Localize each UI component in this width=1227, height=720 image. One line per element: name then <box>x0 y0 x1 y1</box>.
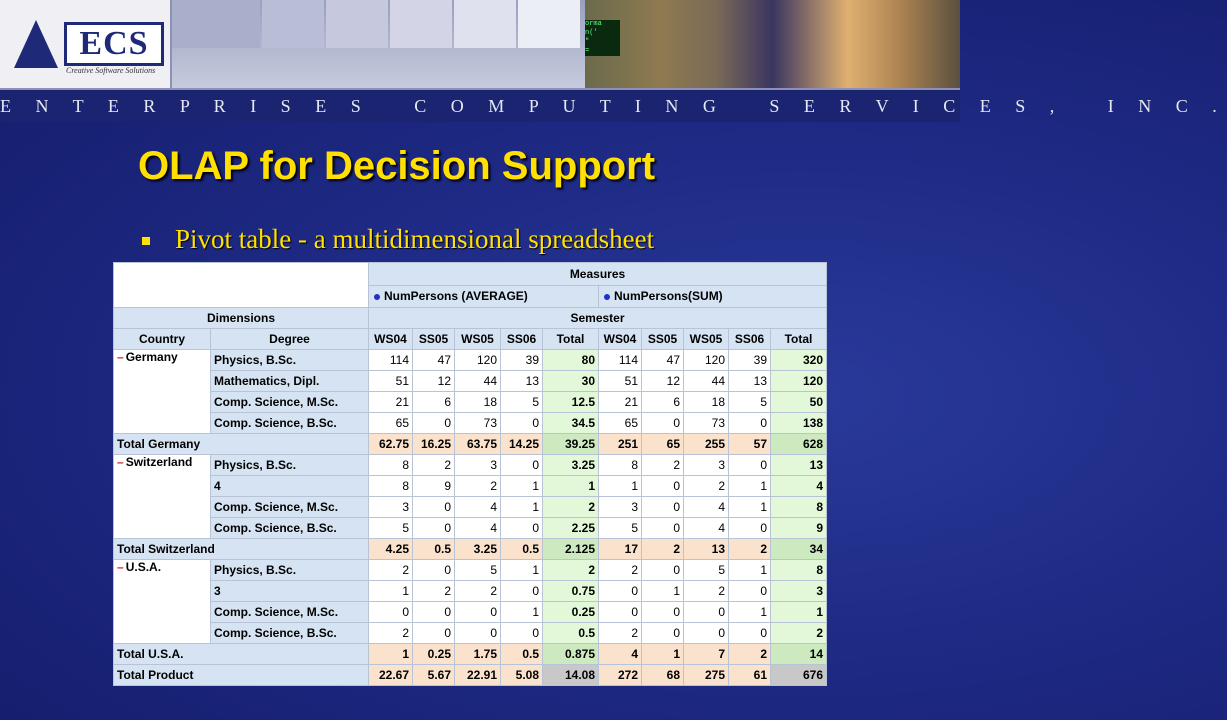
table-row <box>114 392 827 413</box>
subtotal-label: Total U.S.A. <box>114 644 369 665</box>
sum-value-cell: 2 <box>771 623 827 644</box>
avg-value-cell: 65 <box>369 413 413 434</box>
subtotal-avg-cell: 0.25 <box>413 644 455 665</box>
avg-value-cell: 0 <box>413 560 455 581</box>
subtotal-avg-cell: 0.5 <box>501 539 543 560</box>
avg-value-cell: 30 <box>543 371 599 392</box>
subtotal-avg-cell: 16.25 <box>413 434 455 455</box>
avg-value-cell: 1 <box>501 476 543 497</box>
header-square <box>326 0 388 48</box>
header-square <box>170 0 260 48</box>
sum-value-cell: 12 <box>642 371 684 392</box>
avg-value-cell: 12 <box>413 371 455 392</box>
avg-value-cell: 6 <box>413 392 455 413</box>
avg-value-cell: 0.25 <box>543 602 599 623</box>
sum-value-cell: 0 <box>729 455 771 476</box>
sum-value-cell: 0 <box>729 413 771 434</box>
avg-value-cell: 120 <box>455 350 501 371</box>
table-row <box>114 518 827 539</box>
subtotal-avg-cell: 4.25 <box>369 539 413 560</box>
slide-title: OLAP for Decision Support <box>138 144 656 188</box>
table-row <box>114 350 827 371</box>
subtotal-avg-cell: 1 <box>369 644 413 665</box>
sum-value-cell: 0 <box>642 413 684 434</box>
degree-cell: Comp. Science, M.Sc. <box>211 392 369 413</box>
avg-value-cell: 0 <box>413 602 455 623</box>
avg-value-cell: 0 <box>413 623 455 644</box>
sum-value-cell: 39 <box>729 350 771 371</box>
sum-value-cell: 0 <box>642 602 684 623</box>
table-row <box>114 455 827 476</box>
subtotal-sum-cell: 2 <box>729 644 771 665</box>
subtotal-avg-cell: 39.25 <box>543 434 599 455</box>
avg-value-cell: 13 <box>501 371 543 392</box>
sum-value-cell: 114 <box>599 350 642 371</box>
semester-column-header[interactable]: WS04 <box>599 329 642 350</box>
avg-value-cell: 18 <box>455 392 501 413</box>
subtotal-avg-cell: 0.875 <box>543 644 599 665</box>
header-photo <box>585 0 960 88</box>
sum-value-cell: 2 <box>642 455 684 476</box>
avg-value-cell: 34.5 <box>543 413 599 434</box>
table-row <box>114 560 827 581</box>
avg-value-cell: 1 <box>501 560 543 581</box>
sum-value-cell: 13 <box>771 455 827 476</box>
degree-cell: Physics, B.Sc. <box>211 560 369 581</box>
degree-cell: 4 <box>211 476 369 497</box>
degree-cell: Comp. Science, M.Sc. <box>211 497 369 518</box>
subtotal-row <box>114 539 827 560</box>
avg-value-cell: 12.5 <box>543 392 599 413</box>
subtotal-sum-cell: 17 <box>599 539 642 560</box>
country-column-header[interactable]: Country <box>114 329 211 350</box>
sum-value-cell: 0 <box>684 623 729 644</box>
country-label: U.S.A. <box>125 560 162 574</box>
avg-value-cell: 0 <box>455 623 501 644</box>
avg-value-cell: 0 <box>455 602 501 623</box>
measures-header: Measures <box>369 263 827 286</box>
collapse-minus-icon[interactable]: – <box>117 350 124 364</box>
sum-value-cell: 0 <box>642 476 684 497</box>
subtotal-avg-cell: 14.25 <box>501 434 543 455</box>
measure-avg-header[interactable] <box>369 285 599 308</box>
subtotal-avg-cell: 0.5 <box>501 644 543 665</box>
avg-value-cell: 51 <box>369 371 413 392</box>
avg-value-cell: 5 <box>501 392 543 413</box>
sum-value-cell: 0 <box>642 623 684 644</box>
avg-value-cell: 4 <box>455 518 501 539</box>
avg-value-cell: 0 <box>501 413 543 434</box>
avg-value-cell: 0 <box>501 518 543 539</box>
degree-cell: 3 <box>211 581 369 602</box>
bullet-text: Pivot table - a multidimensional spreadsheet <box>175 224 655 254</box>
avg-value-cell: 5 <box>369 518 413 539</box>
subtotal-avg-cell: 1.75 <box>455 644 501 665</box>
subtotal-row <box>114 644 827 665</box>
sum-value-cell: 8 <box>771 560 827 581</box>
subtotal-avg-cell: 3.25 <box>455 539 501 560</box>
sum-value-cell: 1 <box>729 560 771 581</box>
avg-value-cell: 1 <box>543 476 599 497</box>
country-label: Switzerland <box>125 455 193 469</box>
grand-total-avg-cell: 5.67 <box>413 665 455 686</box>
measure-dot-icon <box>374 294 380 300</box>
semester-column-header[interactable]: WS05 <box>455 329 501 350</box>
subtotal-sum-cell: 57 <box>729 434 771 455</box>
avg-value-cell: 0.5 <box>543 623 599 644</box>
sum-value-cell: 138 <box>771 413 827 434</box>
avg-value-cell: 0 <box>501 455 543 476</box>
avg-value-cell: 2 <box>455 581 501 602</box>
avg-value-cell: 0 <box>369 602 413 623</box>
semester-column-header[interactable]: SS05 <box>413 329 455 350</box>
collapse-minus-icon[interactable]: – <box>117 560 124 574</box>
logo-triangle-icon <box>14 20 58 68</box>
sum-value-cell: 120 <box>771 371 827 392</box>
table-row <box>114 497 827 518</box>
photo-screen-text: orma n(' " = <box>585 20 620 56</box>
degree-cell: Physics, B.Sc. <box>211 455 369 476</box>
avg-value-cell: 1 <box>501 497 543 518</box>
avg-value-cell: 3.25 <box>543 455 599 476</box>
sum-value-cell: 4 <box>684 497 729 518</box>
subtotal-label: Total Germany <box>114 434 369 455</box>
sum-value-cell: 1 <box>729 497 771 518</box>
avg-value-cell: 2 <box>543 497 599 518</box>
sum-value-cell: 1 <box>642 581 684 602</box>
avg-value-cell: 39 <box>501 350 543 371</box>
grand-total-row <box>114 665 827 686</box>
grand-total-sum-cell: 272 <box>599 665 642 686</box>
logo-text: ECS <box>64 22 164 66</box>
sum-value-cell: 3 <box>684 455 729 476</box>
pivot-corner <box>114 263 369 308</box>
subtotal-avg-cell: 62.75 <box>369 434 413 455</box>
avg-value-cell: 1 <box>369 581 413 602</box>
subtotal-avg-cell: 2.125 <box>543 539 599 560</box>
avg-value-cell: 2 <box>543 560 599 581</box>
sum-value-cell: 4 <box>771 476 827 497</box>
table-row <box>114 581 827 602</box>
avg-value-cell: 3 <box>369 497 413 518</box>
avg-value-cell: 2 <box>413 455 455 476</box>
sum-value-cell: 51 <box>599 371 642 392</box>
grand-total-avg-cell: 22.67 <box>369 665 413 686</box>
avg-value-cell: 21 <box>369 392 413 413</box>
sum-value-cell: 1 <box>729 476 771 497</box>
grand-total-avg-cell: 5.08 <box>501 665 543 686</box>
sum-value-cell: 44 <box>684 371 729 392</box>
header-square <box>262 0 324 48</box>
measure-avg-label: NumPersons (AVERAGE) <box>384 289 528 304</box>
header-square <box>454 0 516 48</box>
header-square <box>518 0 580 48</box>
subtotal-label: Total Switzerland <box>114 539 369 560</box>
sum-value-cell: 18 <box>684 392 729 413</box>
table-row <box>114 413 827 434</box>
table-row <box>114 623 827 644</box>
sum-value-cell: 0 <box>599 581 642 602</box>
country-label: Germany <box>125 350 178 364</box>
subtotal-sum-cell: 1 <box>642 644 684 665</box>
avg-value-cell: 47 <box>413 350 455 371</box>
avg-value-cell: 0 <box>501 623 543 644</box>
sum-value-cell: 21 <box>599 392 642 413</box>
semester-column-header[interactable]: Total <box>771 329 827 350</box>
avg-value-cell: 9 <box>413 476 455 497</box>
avg-value-cell: 0.75 <box>543 581 599 602</box>
measure-dot-icon <box>604 294 610 300</box>
grand-total-sum-cell: 275 <box>684 665 729 686</box>
sum-value-cell: 13 <box>729 371 771 392</box>
subtotal-sum-cell: 2 <box>729 539 771 560</box>
sum-value-cell: 5 <box>684 560 729 581</box>
subtotal-sum-cell: 34 <box>771 539 827 560</box>
avg-value-cell: 44 <box>455 371 501 392</box>
avg-value-cell: 0 <box>413 518 455 539</box>
sum-value-cell: 9 <box>771 518 827 539</box>
semester-column-header[interactable]: SS06 <box>729 329 771 350</box>
avg-value-cell: 8 <box>369 476 413 497</box>
semester-column-header[interactable]: SS06 <box>501 329 543 350</box>
subtotal-sum-cell: 7 <box>684 644 729 665</box>
logo-tagline: Creative Software Solutions <box>66 66 156 75</box>
header-square <box>390 0 452 48</box>
grand-total-sum-cell: 676 <box>771 665 827 686</box>
sum-value-cell: 47 <box>642 350 684 371</box>
sum-value-cell: 2 <box>684 581 729 602</box>
avg-value-cell: 4 <box>455 497 501 518</box>
sum-value-cell: 73 <box>684 413 729 434</box>
avg-value-cell: 114 <box>369 350 413 371</box>
sum-value-cell: 0 <box>729 623 771 644</box>
sum-value-cell: 1 <box>599 476 642 497</box>
degree-cell: Comp. Science, B.Sc. <box>211 518 369 539</box>
avg-value-cell: 0 <box>413 497 455 518</box>
avg-value-cell: 2.25 <box>543 518 599 539</box>
subtotal-sum-cell: 14 <box>771 644 827 665</box>
avg-value-cell: 2 <box>369 560 413 581</box>
sum-value-cell: 0 <box>729 581 771 602</box>
country-cell[interactable] <box>114 455 211 539</box>
subtotal-row <box>114 434 827 455</box>
semester-column-header[interactable]: SS05 <box>642 329 684 350</box>
sum-value-cell: 1 <box>729 602 771 623</box>
avg-value-cell: 8 <box>369 455 413 476</box>
degree-column-header[interactable]: Degree <box>211 329 369 350</box>
grand-total-avg-cell: 14.08 <box>543 665 599 686</box>
avg-value-cell: 2 <box>413 581 455 602</box>
sum-value-cell: 5 <box>729 392 771 413</box>
subtotal-sum-cell: 255 <box>684 434 729 455</box>
degree-cell: Comp. Science, B.Sc. <box>211 413 369 434</box>
semester-column-header[interactable]: Total <box>543 329 599 350</box>
degree-cell: Comp. Science, M.Sc. <box>211 602 369 623</box>
sum-value-cell: 8 <box>599 455 642 476</box>
degree-cell: Physics, B.Sc. <box>211 350 369 371</box>
semester-column-header[interactable]: WS05 <box>684 329 729 350</box>
bullet-square-icon <box>142 237 150 245</box>
degree-cell: Mathematics, Dipl. <box>211 371 369 392</box>
degree-cell: Comp. Science, B.Sc. <box>211 623 369 644</box>
sum-value-cell: 0 <box>642 497 684 518</box>
sum-value-cell: 4 <box>684 518 729 539</box>
company-tagline: E N T E R P R I S E S C O M P U T I N G S E R V I C E S , I N C . <box>0 96 1227 116</box>
grand-total-avg-cell: 22.91 <box>455 665 501 686</box>
subtotal-sum-cell: 13 <box>684 539 729 560</box>
sum-value-cell: 2 <box>684 476 729 497</box>
pivot-table <box>113 262 827 686</box>
sum-value-cell: 0 <box>729 518 771 539</box>
sum-value-cell: 8 <box>771 497 827 518</box>
subtotal-sum-cell: 65 <box>642 434 684 455</box>
grand-total-label: Total Product <box>114 665 369 686</box>
sum-value-cell: 120 <box>684 350 729 371</box>
subtotal-sum-cell: 251 <box>599 434 642 455</box>
sum-value-cell: 5 <box>599 518 642 539</box>
sum-value-cell: 0 <box>684 602 729 623</box>
tagline-bar <box>0 88 1227 122</box>
sum-value-cell: 1 <box>771 602 827 623</box>
sum-value-cell: 3 <box>599 497 642 518</box>
measure-sum-label: NumPersons(SUM) <box>614 289 723 304</box>
dimensions-header: Dimensions <box>114 308 369 329</box>
subtotal-sum-cell: 628 <box>771 434 827 455</box>
table-row <box>114 602 827 623</box>
semester-column-header[interactable]: WS04 <box>369 329 413 350</box>
table-row <box>114 371 827 392</box>
sum-value-cell: 2 <box>599 623 642 644</box>
avg-value-cell: 3 <box>455 455 501 476</box>
sum-value-cell: 0 <box>642 560 684 581</box>
sum-value-cell: 0 <box>642 518 684 539</box>
table-row <box>114 476 827 497</box>
avg-value-cell: 2 <box>369 623 413 644</box>
avg-value-cell: 0 <box>501 581 543 602</box>
sum-value-cell: 65 <box>599 413 642 434</box>
subtotal-sum-cell: 4 <box>599 644 642 665</box>
avg-value-cell: 5 <box>455 560 501 581</box>
avg-value-cell: 2 <box>455 476 501 497</box>
sum-value-cell: 2 <box>599 560 642 581</box>
collapse-minus-icon[interactable]: – <box>117 455 124 469</box>
avg-value-cell: 0 <box>413 413 455 434</box>
company-logo <box>0 0 172 88</box>
avg-value-cell: 1 <box>501 602 543 623</box>
sum-value-cell: 3 <box>771 581 827 602</box>
avg-value-cell: 73 <box>455 413 501 434</box>
avg-value-cell: 80 <box>543 350 599 371</box>
sum-value-cell: 0 <box>599 602 642 623</box>
subtotal-sum-cell: 2 <box>642 539 684 560</box>
sum-value-cell: 6 <box>642 392 684 413</box>
measure-sum-header[interactable] <box>599 285 827 308</box>
country-cell[interactable] <box>114 350 211 434</box>
sum-value-cell: 50 <box>771 392 827 413</box>
grand-total-sum-cell: 61 <box>729 665 771 686</box>
subtotal-avg-cell: 0.5 <box>413 539 455 560</box>
sum-value-cell: 320 <box>771 350 827 371</box>
subtotal-avg-cell: 63.75 <box>455 434 501 455</box>
grand-total-sum-cell: 68 <box>642 665 684 686</box>
semester-header[interactable]: Semester <box>369 308 827 329</box>
country-cell[interactable] <box>114 560 211 644</box>
